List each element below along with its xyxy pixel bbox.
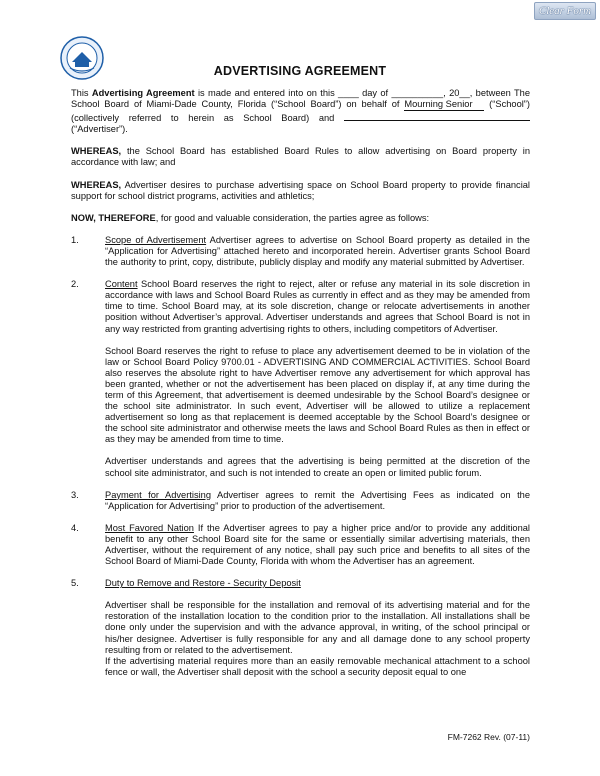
section-2-paragraph-3: Advertiser understands and agrees that the advertising is being permitted at the discretion of the school site administrator, and such is not intended to create an open or limited public forum. <box>105 456 530 478</box>
advertiser-name-field[interactable] <box>344 111 530 121</box>
section-2-paragraph-2: School Board reserves the right to refuse to place any advertisement deemed to be in violation of the law or School Board Policy 9700.01 - ADVERTISING AND COMMERCIAL ACTIVITIES. School Board also reserves the absolute right to have Advertiser remove any advertisement for which approval has been granted, whether or not the advertisement has been placed on display if, at any time during the term of this Agreement, that advertisement is deemed undesirable by the School Board’s designee or the school site administrator. In such event, Advertiser will be allowed to utilize a replacement advertisement so long as that replacement is deemed acceptable by the School Board’s designee or the school site administrator and otherwise meets the laws and School Board Rules as then in effect or as they may be amended from time to time. <box>105 345 530 445</box>
section-heading: Payment for Advertising <box>105 489 212 500</box>
section-1: 1. Scope of Advertisement Advertiser agrees to advertise on School Board property as detailed in the “Application for Advertising” attached hereto and incorporated herein. Advertiser grants School Board the authority to print, copy, distribute, publicly display and modify any material submitted by Advertiser. <box>71 234 530 268</box>
section-heading: Most Favored Nation <box>105 522 194 533</box>
section-heading: Content <box>105 279 138 290</box>
section-4: 4. Most Favored Nation If the Advertiser agrees to pay a higher price and/or to provide any additional benefit to any other School Board site for the same or essentially similar advertising materials, then Advertiser, without the requirement of any notice, shall pay such price and benefits to all sites of the School Board of Miami-Dade County, Florida with whom the Advertiser has an agreement. <box>71 522 530 567</box>
section-2: 2. Content School Board reserves the right to reject, alter or refuse any material in its sole discretion in accordance with laws and School Board Rules as currently in effect and as they may be amended from time to time. School Board may, at its sole discretion, change or relocate advertisements in another position without Advertiser’s approval. Advertiser understands and agrees that School Board is not in any way restricted from granting advertising rights to others, including competitors of Advertiser. <box>71 279 530 334</box>
section-heading: Duty to Remove and Restore - Security Deposit <box>105 578 301 589</box>
section-heading: Scope of Advertisement <box>105 234 207 245</box>
clear-form-button[interactable]: Clear Form <box>534 2 596 20</box>
agreement-name: Advertising Agreement <box>91 88 195 98</box>
whereas-paragraph-1: WHEREAS, the School Board has established Board Rules to allow advertising on Board property in accordance with law; and <box>71 146 530 168</box>
agreement-body <box>71 88 530 678</box>
section-3: 3. Payment for Advertising Advertiser agrees to remit the Advertising Fees as indicated on the “Application for Advertising” prior to production of the advertisement. <box>71 489 530 511</box>
form-number: FM-7262 Rev. (07-11) <box>447 732 530 742</box>
now-therefore-paragraph: NOW, THEREFORE, for good and valuable consideration, the parties agree as follows: <box>71 212 430 223</box>
document-title: ADVERTISING AGREEMENT <box>213 64 387 78</box>
section-5-paragraph-1: Advertiser shall be responsible for the installation and removal of its advertising material and for the restoration of the installation location to the condition prior to the installation. All installations shall be done only under the supervision and with the advance approval, in writing, of the school principal or his/her designee. Advertiser is fully responsible for any and all damage done to any school property resulting from or related to the advertisement. <box>105 600 530 655</box>
section-5-paragraph-2: If the advertising material requires more than an easily removable mechanical attachment to a school fence or wall, the Advertiser shall deposit with the school a security deposit equal to one <box>105 655 530 677</box>
intro-paragraph: This Advertising Agreement is made and entered into on this ____ day of __________, 20__, between The School Board of Miami-Dade County, Florida (“School Board”) on behalf of Mourning Senior (“School”) (collectively referred to herein as School Board) and (“Advertiser”). <box>71 88 531 135</box>
whereas-paragraph-2: WHEREAS, Advertiser desires to purchase advertising space on School Board property to provide financial support for school district programs, activities and athletics; <box>71 179 530 201</box>
school-name-field[interactable]: Mourning Senior <box>404 99 484 111</box>
section-5: 5. Duty to Remove and Restore - Security Deposit <box>71 578 301 589</box>
